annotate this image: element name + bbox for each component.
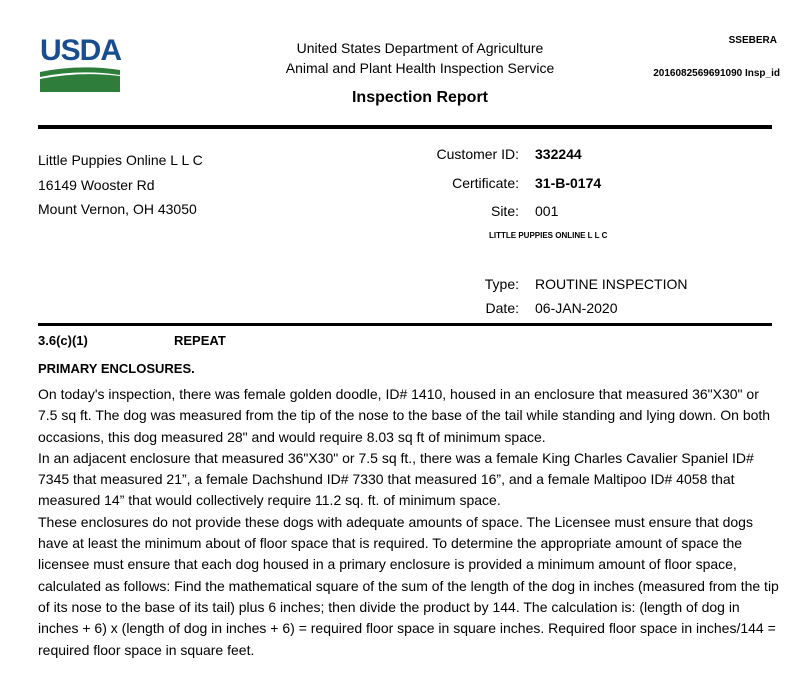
date-row — [0, 298, 806, 318]
certificate-label: Certificate: — [452, 175, 519, 191]
site-name: LITTLE PUPPIES ONLINE L L C — [489, 231, 608, 240]
customer-id-label: Customer ID: — [436, 146, 519, 162]
agency-line-1: United States Department of Agriculture — [296, 40, 544, 56]
date-label: Date: — [485, 300, 519, 316]
agency-line-2: Animal and Plant Health Inspection Service — [285, 60, 555, 76]
usda-logo-hills-icon — [40, 66, 120, 92]
citation-narrative — [38, 384, 782, 661]
header-divider — [38, 125, 772, 129]
usda-logo — [40, 36, 120, 94]
certificate-row — [0, 173, 806, 193]
usda-logo-text: USDA — [40, 34, 122, 67]
citation-code: 3.6(c)(1) — [38, 333, 88, 348]
inspection-id: 2016082569691090 Insp_id — [653, 68, 780, 79]
citation-status: REPEAT — [174, 333, 226, 348]
citation-title: PRIMARY ENCLOSURES. — [38, 361, 195, 376]
report-title: Inspection Report — [351, 89, 488, 106]
site-row — [0, 201, 806, 221]
narrative-paragraph-1: On today's inspection, there was female golden doodle, ID# 1410, housed in an enclosure that measured 36"X30" or 7.5 sq ft. The dog was measured from the tip of the nose to the base of the tail while standing and lying down. On both occasions, this dog measured 28" and would require 8.03 sq ft of minimum space. — [38, 386, 771, 445]
facility-name: Little Puppies Online L L C — [38, 152, 203, 168]
type-row — [0, 274, 806, 294]
site-value: 001 — [535, 203, 559, 219]
type-value: ROUTINE INSPECTION — [535, 276, 688, 292]
certificate-value: 31-B-0174 — [535, 175, 602, 191]
section-divider — [38, 323, 772, 326]
type-label: Type: — [484, 276, 519, 292]
customer-id-row — [0, 144, 806, 164]
narrative-paragraph-3: These enclosures do not provide these dogs with adequate amounts of space. The Licensee must ensure that dogs have at least the minimum about of floor space that is required. To determine the appropriate amount of space the licensee must ensure that each dog housed in a primary enclosure is provided a minimum amount of floor space, calculated as follows: Find the mathematical square of the sum of the length of the dog in inches (measured from the tip of its nose to the base of its tail) plus 6 inches; then divide the product by 144. The calculation is: (length of dog in inches + 6) x (length of dog in inches + 6) = required floor space in square inches. Required floor space in inches/144 = required floor space in square feet. — [38, 513, 779, 658]
customer-id-value: 332244 — [535, 146, 582, 162]
date-value: 06-JAN-2020 — [535, 300, 618, 316]
agency-name — [260, 38, 580, 78]
facility-street: 16149 Wooster Rd — [38, 176, 155, 193]
site-label: Site: — [490, 203, 519, 219]
inspector-name: SSEBERA — [728, 35, 777, 46]
facility-city: Mount Vernon, OH 43050 — [38, 201, 197, 217]
narrative-paragraph-2: In an adjacent enclosure that measured 36"X30" or 7.5 sq ft., there was a female King Charles Cavalier Spaniel ID# 7345 that measured 21”, a female Dachshund ID# 7330 that measured 16”, and a female Maltipoo ID# 4058 that measured 14” that would collectively require 11.2 sq. ft. of minimum space. — [38, 449, 754, 509]
